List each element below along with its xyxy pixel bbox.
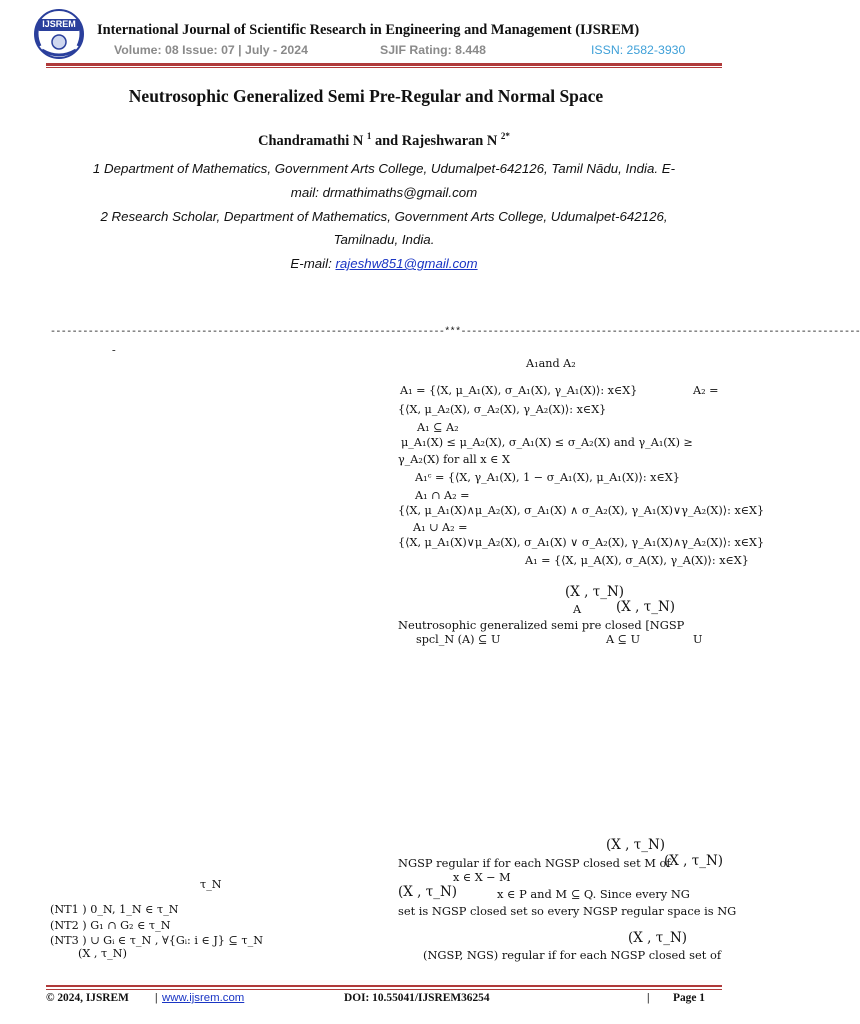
section-separator: -------------------------------------------------------------------------***-------------------------------------------------------------------------- (50, 327, 860, 338)
regular-definition-line-2: x ∈ X − M (453, 871, 511, 884)
union-label: A₁ ∪ A₂ = (413, 521, 468, 534)
spcl-expression: spcl_N (A) ⊆ U (416, 633, 501, 646)
paper-title: Neutrosophic Generalized Semi Pre-Regular and Normal Space (128, 86, 604, 106)
a2-definition: {⟨X, μ_A₂(X), σ_A₂(X), γ_A₂(X)⟩: x∈X} (398, 403, 607, 416)
topological-space-5: (X , τ_N) (398, 884, 458, 900)
union-definition: {⟨X, μ_A₁(X)∨μ_A₂(X), σ_A₁(X) ∨ σ_A₂(X), γ_A₁(X)∧γ_A₂(X)⟩: x∈X} (398, 536, 765, 549)
laurel-emblem-icon (30, 6, 88, 62)
topological-space-2: (X , τ_N) (616, 599, 676, 615)
topological-space-4: (X , τ_N) (664, 853, 724, 869)
topological-space-1: (X , τ_N) (565, 584, 625, 600)
intersection-definition: {⟨X, μ_A₁(X)∧μ_A₂(X), σ_A₁(X) ∧ σ_A₂(X), γ_A₁(X)∨γ_A₂(X)⟩: x∈X} (398, 504, 765, 517)
volume-info: Volume: 08 Issue: 07 | July - 2024 (114, 43, 308, 57)
footer-separator-1: | (155, 992, 158, 1004)
journal-logo (30, 6, 88, 62)
topological-space-6: (X , τ_N) (628, 930, 688, 946)
footer-page-number: Page 1 (673, 992, 705, 1004)
author-1-sup: 1 (366, 131, 372, 141)
affiliation-1-line-2: mail: drmathimaths@gmail.com (290, 185, 478, 200)
axiom-nt1: (NT1 ) 0_N, 1_N ∈ τ_N (50, 903, 179, 916)
small-dash: - (112, 344, 116, 356)
email-line (60, 256, 708, 271)
regular-definition-line-1: NGSP regular if for each NGSP closed set M of (398, 856, 671, 870)
sjif-rating: SJIF Rating: 8.448 (380, 43, 486, 57)
a1-general-definition: A₁ = {⟨X, μ_A(X), σ_A(X), γ_A(X)⟩: x∈X} (525, 554, 749, 567)
set-a: A (573, 603, 582, 616)
email-label: E-mail: (290, 256, 336, 271)
affiliation-2-line-2: Tamilnadu, India. (333, 232, 435, 247)
a-subset-u: A ⊆ U (606, 633, 640, 646)
journal-title: International Journal of Scientific Research in Engineering and Management (IJSREM) (97, 22, 640, 38)
footer-rule-thin (46, 989, 722, 990)
authors (0, 131, 768, 150)
subset-condition-2: γ_A₂(X) for all x ∈ X (398, 453, 510, 466)
a1-definition: A₁ = {⟨X, μ_A₁(X), σ_A₁(X), γ_A₁(X)⟩: x∈X} (400, 384, 638, 397)
u-symbol: U (693, 633, 703, 646)
affiliation-1-line-1: 1 Department of Mathematics, Government Arts College, Udumalpet-642126, Tamil Nādu, India. E- (92, 161, 676, 176)
sets-heading: A₁and A₂ (526, 357, 576, 370)
journal-meta (114, 43, 686, 57)
tau-n: τ_N (200, 878, 222, 891)
author-2: and Rajeshwaran N (371, 132, 501, 149)
author-2-sup: 2* (500, 131, 510, 141)
axiom-nt3: (NT3 ) ∪ Gᵢ ∈ τ_N , ∀{Gᵢ: i ∈ J} ⊆ τ_N (50, 934, 263, 947)
intersection-label: A₁ ∩ A₂ = (415, 489, 470, 502)
logo-text: IJSREM (42, 19, 76, 29)
author-1: Chandramathi N (258, 132, 367, 149)
footer-website-link[interactable]: www.ijsrem.com (162, 992, 245, 1004)
subset-condition-1: μ_A₁(X) ≤ μ_A₂(X), σ_A₁(X) ≤ σ_A₂(X) and γ_A₁(X) ≥ (401, 436, 693, 449)
footer-copyright: © 2024, IJSREM (46, 992, 129, 1004)
regular-definition-line-4: set is NGSP closed set so every NGSP regular space is NG (398, 904, 737, 918)
axiom-nt2: (NT2 ) G₁ ∩ G₂ ∈ τ_N (50, 919, 171, 932)
complement-definition: A₁ᶜ = {⟨X, γ_A₁(X), 1 − σ_A₁(X), μ_A₁(X)⟩: x∈X} (415, 471, 680, 484)
ngsp-closed-definition: Neutrosophic generalized semi pre closed [NGSP (398, 618, 685, 632)
footer-rule (46, 985, 722, 987)
header-rule-thin (46, 67, 722, 68)
header-rule (46, 63, 722, 66)
a2-label: A₂ = (693, 384, 719, 397)
footer-doi: DOI: 10.55041/IJSREM36254 (344, 992, 490, 1004)
footer-website-wrap (162, 992, 244, 1004)
email-link[interactable]: rajeshw851@gmail.com (335, 256, 478, 271)
left-topological-space: (X , τ_N) (78, 947, 127, 960)
issn: ISSN: 2582-3930 (591, 43, 686, 57)
affiliation-2-line-1: 2 Research Scholar, Department of Mathematics, Government Arts College, Udumalpet-642126, (100, 209, 668, 224)
regular-definition-line-5: (NGSP, NGS) regular if for each NGSP closed set of (423, 948, 722, 962)
regular-definition-line-3: x ∈ P and M ⊆ Q. Since every NG (497, 887, 690, 901)
footer-separator-2: | (647, 992, 650, 1004)
subset-statement: A₁ ⊆ A₂ (417, 421, 459, 434)
topological-space-3: (X , τ_N) (606, 837, 666, 853)
